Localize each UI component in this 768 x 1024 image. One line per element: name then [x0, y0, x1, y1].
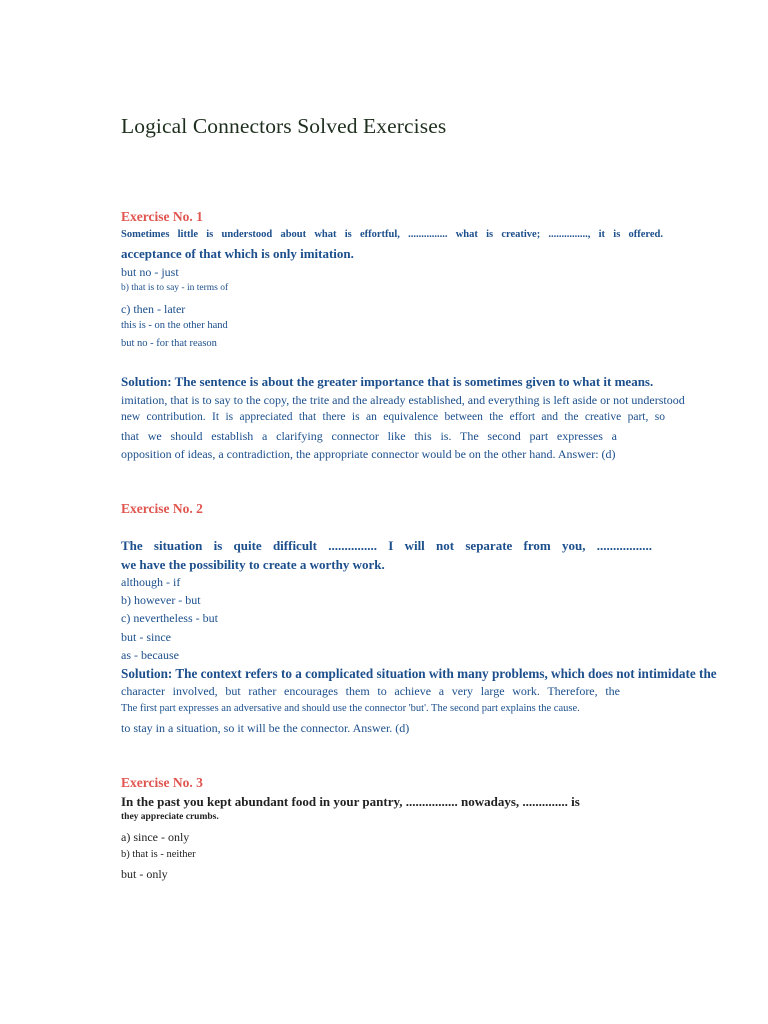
exercise-1-heading: Exercise No. 1	[121, 209, 203, 224]
exercise-1-question-line-2: acceptance of that which is only imitation.	[121, 246, 354, 261]
exercise-1-option: but no - for that reason	[121, 338, 217, 349]
exercise-2-question-line-1: The situation is quite difficult ............... I will not separate from you, .................	[121, 538, 652, 553]
exercise-3-heading: Exercise No. 3	[121, 775, 203, 790]
exercise-2-option: but - since	[121, 630, 171, 644]
exercise-2-solution-line: character involved, but rather encourages them to achieve a very large work. Therefore, the	[121, 684, 620, 698]
exercise-2-option: b) however - but	[121, 593, 201, 607]
exercise-2-solution-line: Solution: The context refers to a complicated situation with many problems, which does not intimidate the	[121, 666, 717, 681]
exercise-3-question-line-2: they appreciate crumbs.	[121, 812, 219, 822]
exercise-3-option: b) that is - neither	[121, 849, 196, 860]
exercise-3-option: but - only	[121, 867, 168, 881]
exercise-1-option: but no - just	[121, 265, 179, 279]
exercise-2-question-line-2: we have the possibility to create a worthy work.	[121, 557, 385, 572]
exercise-2-heading: Exercise No. 2	[121, 501, 203, 516]
exercise-1-option: this is - on the other hand	[121, 320, 228, 331]
exercise-2-solution-line: to stay in a situation, so it will be the connector. Answer. (d)	[121, 721, 410, 735]
page-title: Logical Connectors Solved Exercises	[121, 114, 447, 138]
exercise-2-solution-line: The first part expresses an adversative and should use the connector 'but'. The second part explains the cause.	[121, 703, 580, 714]
exercise-3-option: a) since - only	[121, 830, 190, 844]
exercise-1-solution-line: new contribution. It is appreciated that there is an equivalence between the effort and the creative part, so	[121, 411, 665, 423]
exercise-1-solution-line: that we should establish a clarifying connector like this is. The second part expresses a	[121, 429, 617, 443]
exercise-1-option: b) that is to say - in terms of	[121, 283, 229, 293]
exercise-2-option: although - if	[121, 575, 181, 589]
exercise-1-solution-line: Solution: The sentence is about the greater importance that is sometimes given to what it means.	[121, 374, 654, 389]
exercise-1-solution-line: imitation, that is to say to the copy, the trite and the already established, and everything is left aside or not understood	[121, 393, 685, 407]
exercise-1-option: c) then - later	[121, 302, 186, 316]
exercise-1-solution-line: opposition of ideas, a contradiction, the appropriate connector would be on the other hand. Answer: (d)	[121, 447, 616, 461]
exercise-2-option: c) nevertheless - but	[121, 611, 218, 625]
exercise-2-option: as - because	[121, 648, 179, 662]
exercise-1-question-line-1: Sometimes little is understood about what is effortful, ............... what is creative; ..............., it is offered.	[121, 229, 663, 240]
exercise-3-question-line-1: In the past you kept abundant food in your pantry, ................ nowadays, .............. is	[121, 794, 580, 809]
